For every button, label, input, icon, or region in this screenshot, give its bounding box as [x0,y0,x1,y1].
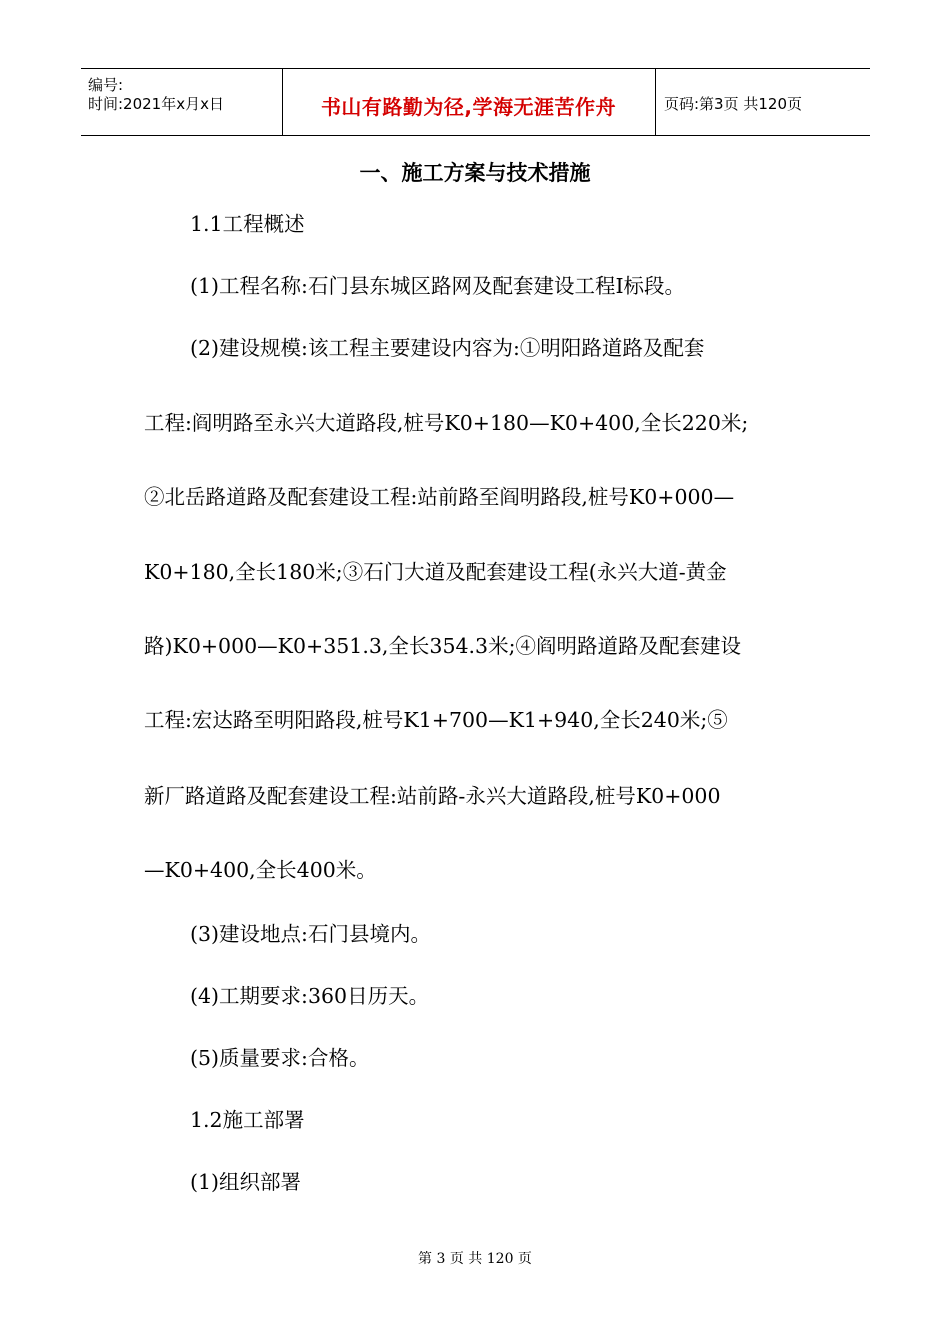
page-footer: 第 3 页 共 120 页 [418,1251,532,1267]
paragraph-line: 路)K0+000—K0+351.3,全长354.3米;④阎明路道路及配套建设 [144,634,741,658]
paragraph-line: (1)组织部署 [190,1170,302,1194]
header-middle-cell [282,69,656,135]
paragraph-line: K0+180,全长180米;③石门大道及配套建设工程(永兴大道-黄金 [144,560,727,584]
header-left-cell [81,69,283,135]
subsection-heading: 1.2施工部署 [190,1108,305,1132]
header-right-cell [655,69,870,135]
header-motto: 书山有路勤为径,学海无涯苦作舟 [320,95,617,119]
paragraph-line: 工程:阎明路至永兴大道路段,桩号K0+180—K0+400,全长220米; [144,411,749,435]
subsection-heading: 1.1工程概述 [190,212,305,236]
paragraph-line: 新厂路道路及配套建设工程:站前路-永兴大道路段,桩号K0+000 [144,784,721,808]
paragraph-line: (4)工期要求:360日历天。 [190,984,430,1008]
paragraph-line: (1)工程名称:石门县东城区路网及配套建设工程Ⅰ标段。 [190,274,686,298]
paragraph-line: ②北岳路道路及配套建设工程:站前路至阎明路段,桩号K0+000— [144,485,735,509]
paragraph-line: 工程:宏达路至明阳路段,桩号K1+700—K1+940,全长240米;⑤ [144,708,728,732]
document-time-label: 时间:2021年x月x日 [88,95,224,113]
paragraph-line: (2)建设规模:该工程主要建设内容为:①明阳路道路及配套 [190,336,705,360]
header-page-number: 页码:第3页 共120页 [664,95,802,113]
page-header [81,68,870,136]
document-number-label: 编号: [88,76,124,94]
section-title: 一、施工方案与技术措施 [359,161,591,185]
paragraph-line: (3)建设地点:石门县境内。 [190,922,431,946]
paragraph-line: (5)质量要求:合格。 [190,1046,370,1070]
paragraph-line: —K0+400,全长400米。 [144,858,377,882]
